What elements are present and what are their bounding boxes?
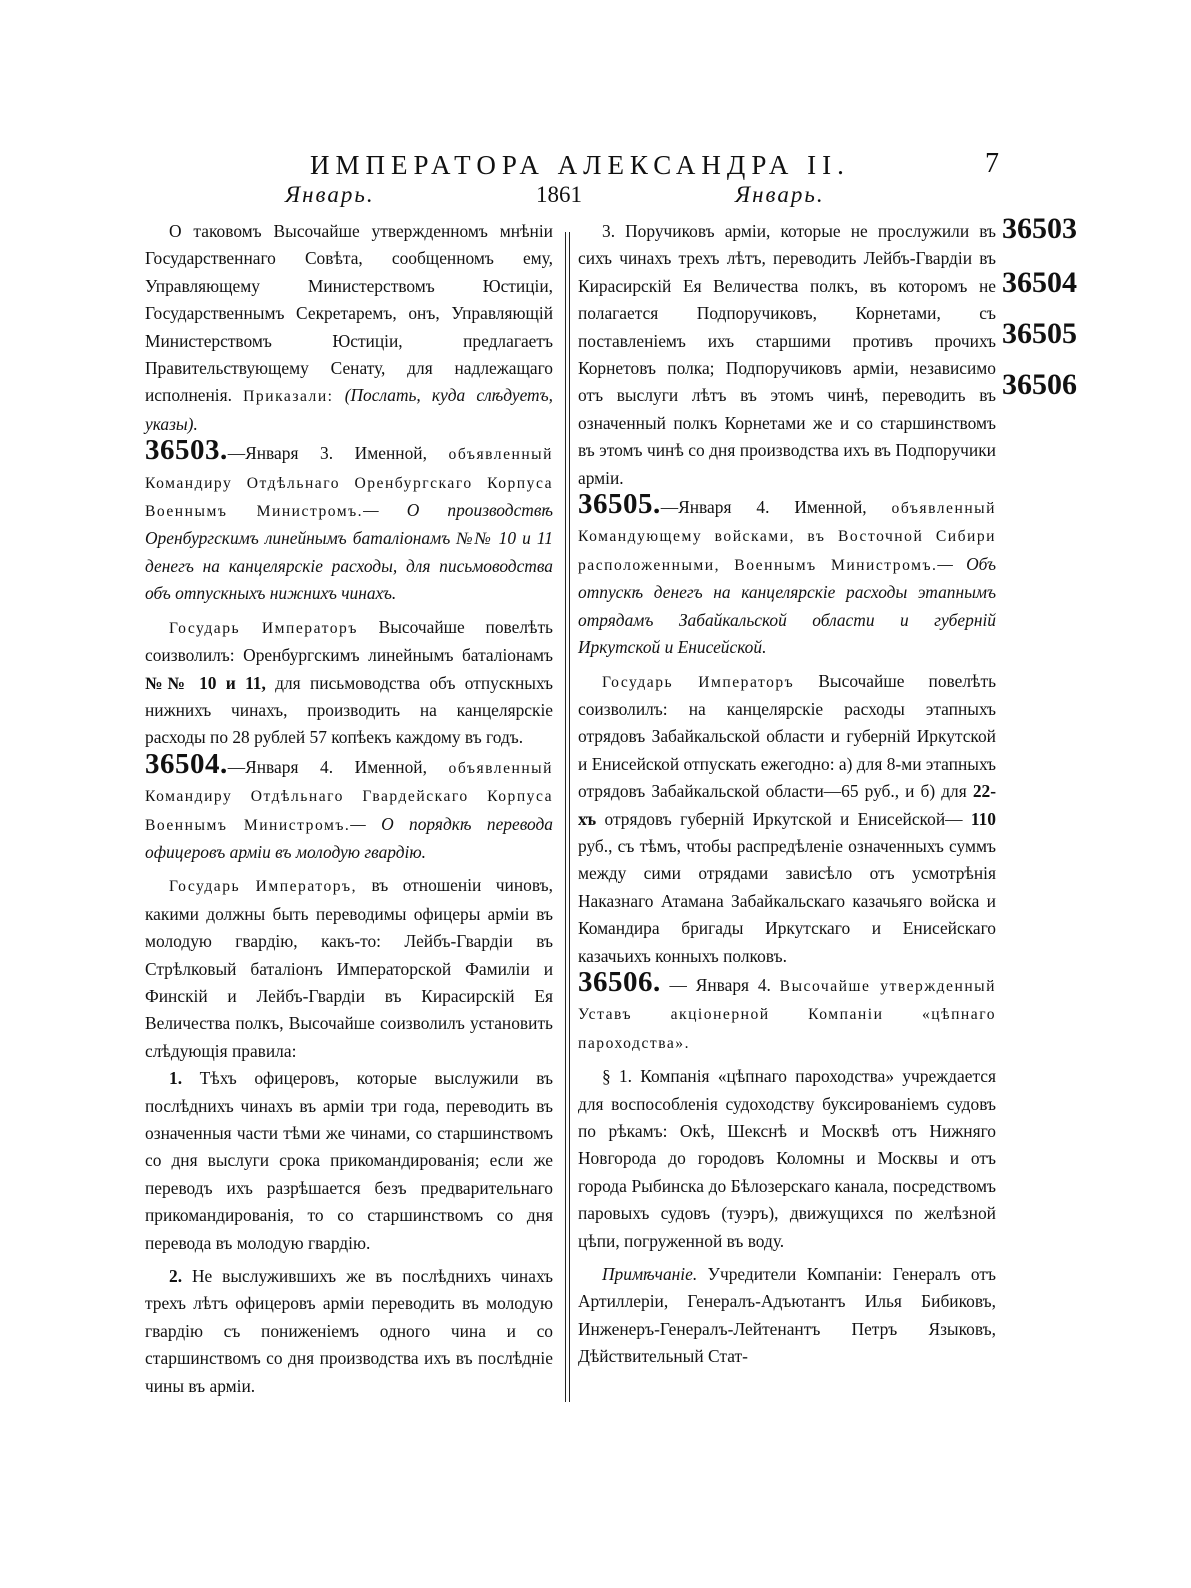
margin-number: 36505: [1002, 317, 1077, 350]
entry-number: 36504.: [145, 747, 228, 780]
entry-title: — О производствѣ Оренбургскимъ линейнымъ баталіонамъ №№ 10 и 11 денегъ на канцелярскіе расходы, для письмоводства объ отпускныхъ нижнихъ чинахъ.: [145, 500, 553, 604]
entry-issuer: объявленный Командующему войсками, въ Восточной Сибири расположенными, Военнымъ Министромъ.: [578, 500, 996, 574]
margin-number: 36506: [1002, 368, 1077, 401]
entry-36505-body: [578, 668, 996, 970]
sovereign-label: Государь Императоръ: [602, 673, 795, 691]
rule-text: 3. Поручиковъ арміи, которые не прослужили въ сихъ чинахъ трехъ лѣтъ, переводить Лейбъ-Гвардіи въ Кирасирскій Ея Величества полкъ, въ которомъ не полагается Подпоручиковъ, Корнетами, съ поставленіемъ ихъ старшими противъ прочихъ Корнетовъ полка; Подпоручиковъ арміи, независимо отъ выслуги лѣтъ въ этомъ чинѣ, переводить въ означенный полкъ Корнетами же и со старшинствомъ въ этомъ чинѣ со дня производства ихъ въ Подпоручики арміи.: [578, 221, 996, 488]
rule-number: 2.: [169, 1266, 183, 1287]
entry-36505: [578, 488, 996, 661]
entry-title: — О порядкѣ перевода офицеровъ арміи въ молодую гвардію.: [145, 813, 553, 862]
month-right: Январь.: [735, 182, 825, 207]
entry-36503: [145, 434, 553, 607]
rule-number: 1.: [169, 1068, 183, 1089]
intro-paragraph: [145, 218, 553, 438]
entry-date: — Января 4.: [669, 974, 771, 995]
right-column: [578, 218, 996, 1371]
rule-1: [145, 1065, 553, 1257]
entry-issuer: объявленный Командиру Отдѣльнаго Гвардейскаго Корпуса Военнымъ Министромъ.: [145, 759, 553, 834]
entry-36504: [145, 747, 553, 867]
entry-number: 36503.: [145, 434, 228, 467]
charter-note: [578, 1261, 996, 1371]
charter-paragraph-1: [578, 1063, 996, 1255]
note-text: Учредители Компаніи: Генералъ отъ Артиллеріи, Генералъ-Адъютантъ Илья Бибиковъ, Инженеръ-Генералъ-Лейтенантъ Петръ Языковъ, Дѣйствительный Стат-: [578, 1264, 996, 1367]
rule-text: Тѣхъ офицеровъ, которые выслужили въ послѣднихъ чинахъ въ арміи три года, переводить въ означенныя части тѣми же чинами, со старшинствомъ со дня выслуги срока прикомандированія; если же переводъ ихъ разрѣшается безъ предварительнаго прикомандированія, то со старшинствомъ со дня перевода въ молодую гвардію.: [145, 1068, 553, 1253]
entry-title: — Объ отпускѣ денегъ на канцелярскіе расходы этапнымъ отрядамъ Забайкальской области и губерній Иркутской и Енисейской.: [578, 553, 996, 658]
entry-36503-body: [145, 614, 553, 752]
rule-2: [145, 1263, 553, 1400]
year: 1861: [536, 182, 582, 207]
margin-number: 36504: [1002, 266, 1077, 299]
sovereign-label: Государь Императоръ: [169, 619, 358, 637]
page-number: 7: [985, 148, 999, 179]
entry-issuer: Высочайше утвержденный Уставъ акціонерной Компаніи «цѣпнаго пароходства».: [578, 977, 996, 1052]
body-text: руб., съ тѣмъ, чтобы распредѣленіе означенныхъ суммъ между сими отрядами зависѣло отъ усмотрѣнія Наказнаго Атамана Забайкальскаго казачьяго войска и Командира бригады Иркутскаго и Енисейскаго казачьихъ конныхъ полковъ.: [578, 835, 996, 966]
margin-number: 36503: [1002, 212, 1077, 245]
ordered-text: (Послать, куда слѣдуетъ, указы).: [145, 385, 553, 434]
intro-text: О таковомъ Высочайше утвержденномъ мнѣніи Государственнаго Совѣта, сообщенномъ ему, Управляющему Министерствомъ Юстиціи, Государственнымъ Секретаремъ, онъ, Управляющій Министерствомъ Юстиціи, предлагаетъ Правительствующему Сенату, для надлежащаго исполненія.: [145, 221, 553, 406]
running-title: ИМПЕРАТОРА АЛЕКСАНДРА II.: [310, 150, 850, 180]
body-text: отрядовъ губерній Иркутской и Енисейской—: [604, 808, 963, 829]
body-text: Высочайше повелѣть соизволилъ: Оренбургскимъ линейнымъ баталіонамъ: [145, 616, 553, 666]
entry-number: 36505.: [578, 488, 661, 521]
entry-date: —Января 4. Именной,: [660, 497, 867, 518]
rule-text: Не выслужившихъ же въ послѣднихъ чинахъ трехъ лѣтъ офицеровъ арміи переводить въ молодую гвардію съ пониженіемъ одного чина и со старшинствомъ со дня производства ихъ въ послѣдніе чины въ арміи.: [145, 1266, 553, 1396]
entry-date: —Января 4. Именной,: [227, 756, 427, 777]
body-text: въ отношеніи чиновъ, какими должны быть переводимы офицеры арміи въ молодую гвардію, какъ-то: Лейбъ-Гвардіи въ Стрѣлковый баталіонъ Императорской Фамиліи и Финскій и Лейбъ-Гвардіи въ Кирасирскій Ея Величества полкъ, Высочайше соизволилъ установить слѣдующія правила:: [145, 875, 553, 1061]
body-text: § 1. Компанія «цѣпнаго пароходства» учреждается для воспособленія судоходству буксированіемъ судовъ по рѣкамъ: Окѣ, Шекснѣ и Москвѣ отъ Нижняго Новгорода до городовъ Коломны и Москвы и отъ города Рыбинска до Бѣлозерскаго канала, посредствомъ паровыхъ судовъ (туэръ), движущихся по желѣзной цѣпи, погруженной въ воду.: [578, 1066, 996, 1251]
battalion-numbers: №№ 10 и 11,: [145, 672, 266, 693]
left-column: [145, 218, 553, 1400]
entry-issuer: объявленный Командиру Отдѣльнаго Оренбургскаго Корпуса Военнымъ Министромъ.: [145, 446, 553, 521]
note-label: Примѣчаніе.: [602, 1264, 698, 1285]
body-text: для письмоводства объ отпускныхъ нижнихъ чинахъ, производить на канцелярскіе расходы по 28 рублей 57 копѣекъ каждому въ годъ.: [145, 672, 553, 748]
sovereign-label: Государь Императоръ,: [169, 878, 358, 896]
entry-36506: [578, 965, 996, 1057]
bold-number: 22-хъ: [578, 781, 996, 829]
rule-3: [578, 218, 996, 492]
ordered-label: Приказали:: [243, 388, 334, 406]
entry-number: 36506.: [578, 965, 661, 998]
column-rule: [565, 232, 570, 1402]
body-text: Высочайше повелѣть соизволилъ: на канцелярскіе расходы этапныхъ отрядовъ Забайкальской области и губерній Иркутской и Енисейской отпускать ежегодно: а) для 8-ми этапныхъ отрядовъ Забайкальской области—65 руб., и б) для: [578, 670, 996, 802]
bold-number: 110: [970, 808, 996, 829]
entry-36504-body: [145, 872, 553, 1065]
month-left: Январь.: [285, 182, 375, 207]
entry-date: —Января 3. Именной,: [227, 443, 427, 464]
